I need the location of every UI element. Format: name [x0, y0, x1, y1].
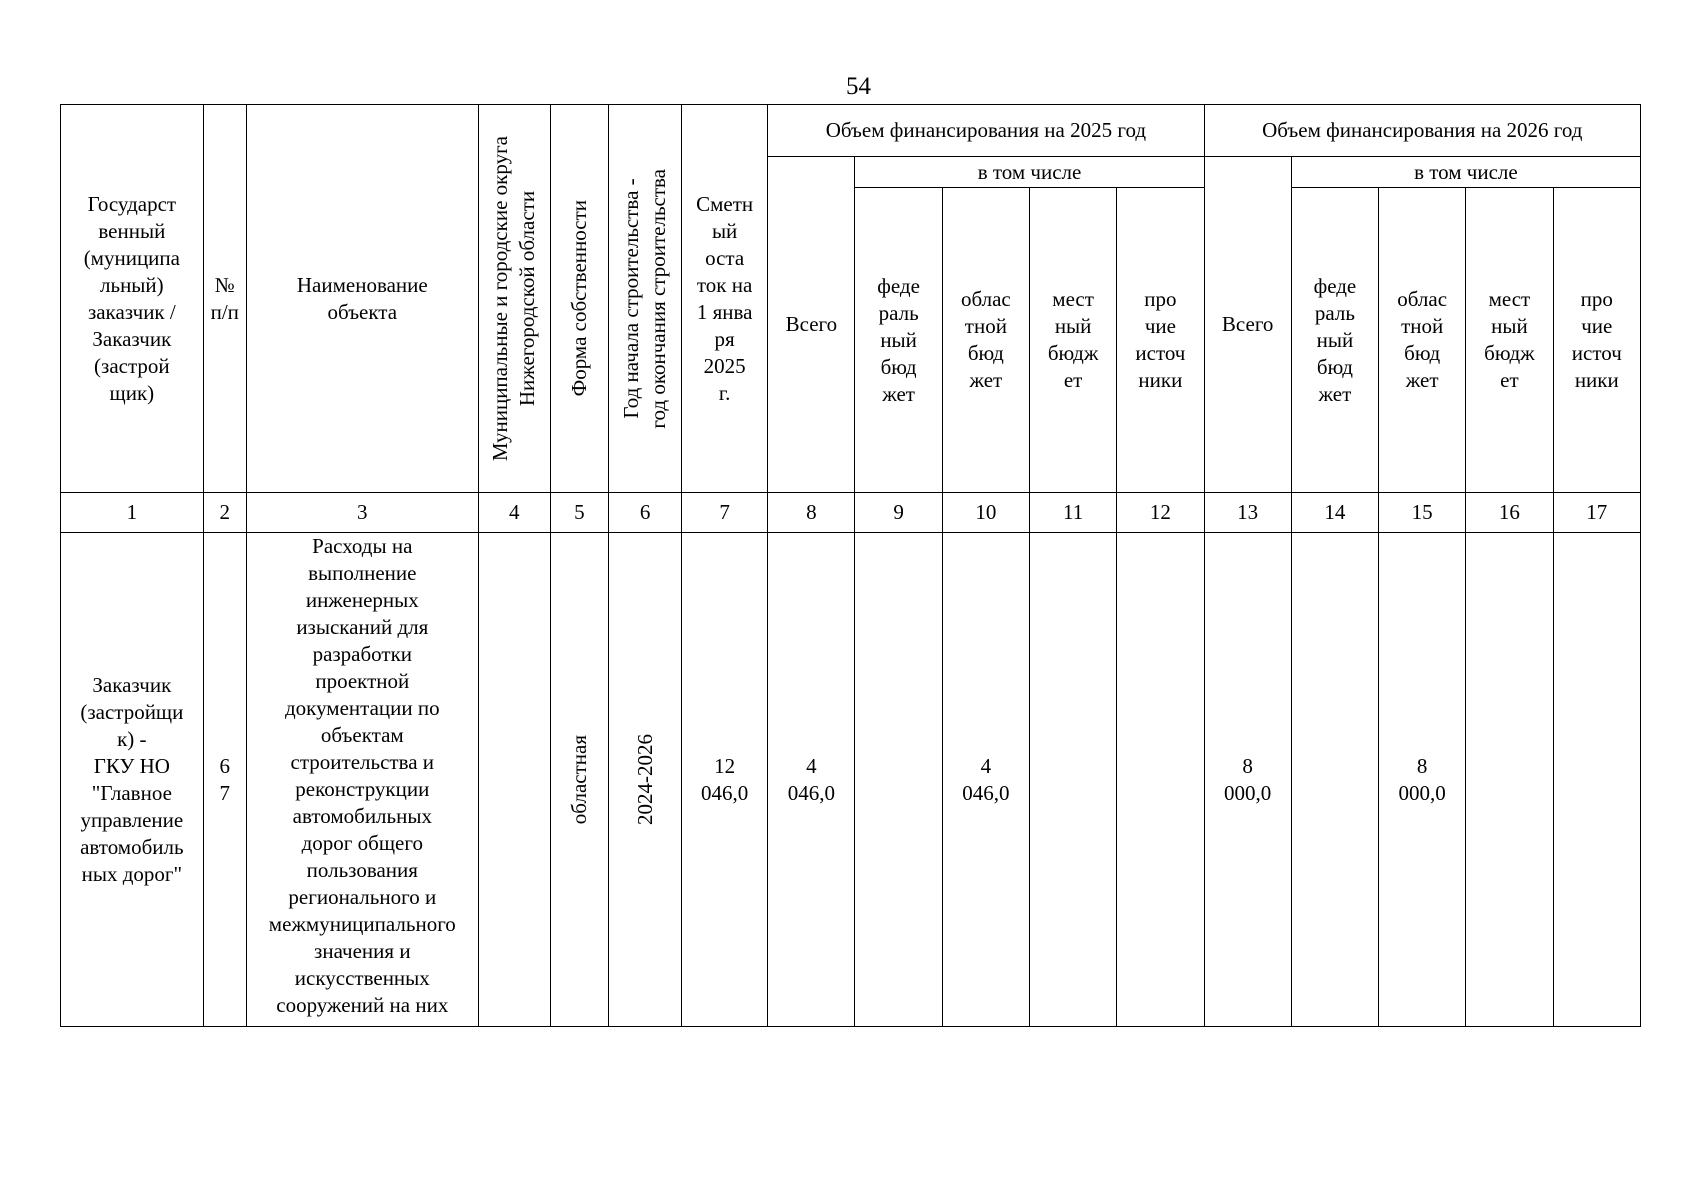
header-object-name: Наименование объекта: [246, 105, 478, 493]
header-regional-2026: облас тной бюд жет: [1379, 188, 1466, 493]
column-number: 3: [246, 493, 478, 533]
column-number: 13: [1204, 493, 1291, 533]
cell-years-text: 2024-2026: [632, 734, 657, 825]
header-municipality-text: Муниципальные и городские округа Нижегородской области: [488, 135, 540, 462]
cell-object-name: Расходы на выполнение инженерных изысканий для разработки проектной документации по объектам строительства и реконструкции автомобильных дорог общего пользования регионального и межмуниципального значения и искусственных сооружений на них: [246, 533, 478, 1027]
investment-table: [60, 104, 1641, 1027]
cell-municipality: [478, 533, 550, 1027]
cell-local-2026: [1466, 533, 1553, 1027]
cell-ownership: [550, 533, 609, 1027]
header-ownership-text: Форма собственности: [566, 200, 591, 397]
cell-number: 6 7: [203, 533, 246, 1027]
column-number: 7: [682, 493, 768, 533]
cell-customer: Заказчик (застройщи к) - ГКУ НО "Главное управление автомобиль ных дорог": [61, 533, 204, 1027]
header-financing-2026: Объем финансирования на 2026 год: [1204, 105, 1640, 157]
header-federal-2025: феде раль ный бюд жет: [855, 188, 942, 493]
column-number: 2: [203, 493, 246, 533]
header-years-text: Год начала строительства - год окончания строительства: [619, 168, 671, 429]
header-municipality: [478, 105, 550, 493]
cell-other-2025: [1117, 533, 1204, 1027]
cell-regional-2025: 4 046,0: [942, 533, 1029, 1027]
header-years: [609, 105, 682, 493]
column-number: 9: [855, 493, 942, 533]
header-including-2025: в том числе: [855, 157, 1204, 188]
header-other-2025: про чие источ ники: [1117, 188, 1204, 493]
header-total-2025: Всего: [768, 157, 855, 493]
header-federal-2026: феде раль ный бюд жет: [1291, 188, 1378, 493]
cell-total-2025: 4 046,0: [768, 533, 855, 1027]
column-number: 17: [1553, 493, 1640, 533]
header-other-2026: про чие источ ники: [1553, 188, 1640, 493]
cell-years: [609, 533, 682, 1027]
column-number: 5: [550, 493, 609, 533]
header-financing-2025: Объем финансирования на 2025 год: [768, 105, 1204, 157]
cell-local-2025: [1029, 533, 1116, 1027]
header-including-2026: в том числе: [1291, 157, 1640, 188]
column-numbers-row: [61, 493, 1641, 533]
column-number: 14: [1291, 493, 1378, 533]
column-number: 1: [61, 493, 204, 533]
cell-federal-2025: [855, 533, 942, 1027]
header-row-1: [61, 105, 1641, 157]
header-remaining: Сметн ый оста ток на 1 янва ря 2025 г.: [682, 105, 768, 493]
column-number: 8: [768, 493, 855, 533]
column-number: 15: [1379, 493, 1466, 533]
column-number: 11: [1029, 493, 1116, 533]
cell-federal-2026: [1291, 533, 1378, 1027]
header-regional-2025: облас тной бюд жет: [942, 188, 1029, 493]
cell-total-2026: 8 000,0: [1204, 533, 1291, 1027]
header-total-2026: Всего: [1204, 157, 1291, 493]
column-number: 16: [1466, 493, 1553, 533]
column-number: 12: [1117, 493, 1204, 533]
cell-ownership-text: областная: [566, 734, 591, 825]
column-number: 4: [478, 493, 550, 533]
header-local-2026: мест ный бюдж ет: [1466, 188, 1553, 493]
page-number: 54: [846, 73, 871, 100]
header-customer: Государст венный (муниципа льный) заказчик / Заказчик (застрой щик): [61, 105, 204, 493]
cell-regional-2026: 8 000,0: [1379, 533, 1466, 1027]
header-number: № п/п: [203, 105, 246, 493]
column-number: 10: [942, 493, 1029, 533]
cell-remaining: 12 046,0: [682, 533, 768, 1027]
column-number: 6: [609, 493, 682, 533]
table-row: [61, 533, 1641, 1027]
header-ownership: [550, 105, 609, 493]
cell-other-2026: [1553, 533, 1640, 1027]
header-local-2025: мест ный бюдж ет: [1029, 188, 1116, 493]
